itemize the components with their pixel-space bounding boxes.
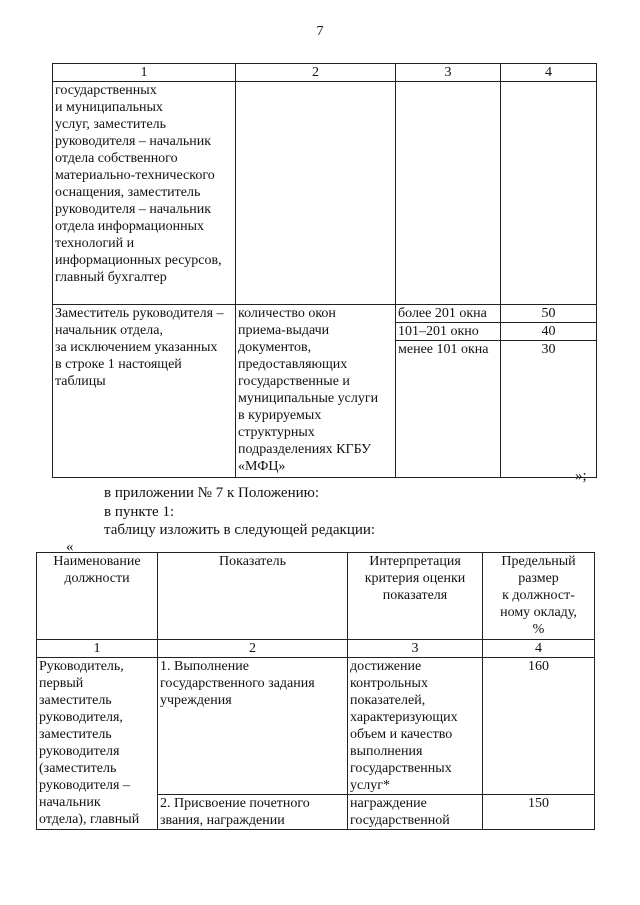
column-number: 2: [236, 64, 396, 82]
criterion: более 201 окна: [396, 305, 500, 323]
text-line: в пункте 1:: [104, 504, 175, 520]
value: 50: [501, 305, 596, 323]
column-number: 2: [158, 640, 348, 658]
table-row: [37, 658, 595, 795]
value-cell: 160: [483, 658, 595, 795]
table-bonus-criteria: [36, 552, 595, 830]
criterion-cell: достижение контрольных показателей, характеризующих объем и качество выполнения государственных услуг*: [348, 658, 483, 795]
header-cell: Наименование должности: [37, 553, 158, 640]
position-cell: Руководитель, первый заместитель руководителя, заместитель руководителя (заместитель руководителя – начальник отдела), главный: [37, 658, 158, 830]
column-number: 4: [501, 64, 597, 82]
values-cell: [501, 305, 597, 478]
value-cell: 150: [483, 795, 595, 830]
criteria-cell: [396, 305, 501, 478]
table-allowances-continued: [52, 63, 597, 478]
criterion-cell: награждение государственной: [348, 795, 483, 830]
column-number: 1: [53, 64, 236, 82]
table-header-row: [37, 553, 595, 640]
column-number: 3: [348, 640, 483, 658]
table-row: [53, 305, 597, 478]
column-number: 3: [396, 64, 501, 82]
position-cell: государственных и муниципальных услуг, заместитель руководителя – начальник отдела собственного материально-технического оснащения, заместитель руководителя – начальник отдела информационных технологий и информационных ресурсов, главный бухгалтер: [53, 82, 236, 305]
closing-quote: »;: [575, 468, 587, 484]
table-number-row: [37, 640, 595, 658]
opening-quote: «: [66, 539, 74, 555]
column-number: 1: [37, 640, 158, 658]
page-number: 7: [316, 24, 324, 39]
indicator-cell: 2. Присвоение почетного звания, награждении: [158, 795, 348, 830]
criterion: менее 101 окна: [398, 342, 489, 357]
header-cell: Показатель: [158, 553, 348, 640]
position-cell: Заместитель руководителя – начальник отдела, за исключением указанных в строке 1 настоящей таблицы: [53, 305, 236, 478]
text-line: таблицу изложить в следующей редакции:: [104, 522, 376, 538]
table-header-row: [53, 64, 597, 82]
indicator-cell: 1. Выполнение государственного задания учреждения: [158, 658, 348, 795]
header-cell: Интерпретация критерия оценки показателя: [348, 553, 483, 640]
column-number: 4: [483, 640, 595, 658]
value: 30: [541, 342, 556, 357]
value: 40: [501, 323, 596, 341]
criterion: 101–201 окно: [396, 323, 500, 341]
indicator-cell: количество окон приема-выдачи документов, предоставляющих государственные и муниципальные услуги в курируемых структурных подразделениях КГБУ «МФЦ»: [236, 305, 396, 478]
text-line: в приложении № 7 к Положению:: [104, 485, 320, 501]
header-cell: Предельный размер к должност- ному окладу, %: [483, 553, 595, 640]
table-row: [53, 82, 597, 305]
